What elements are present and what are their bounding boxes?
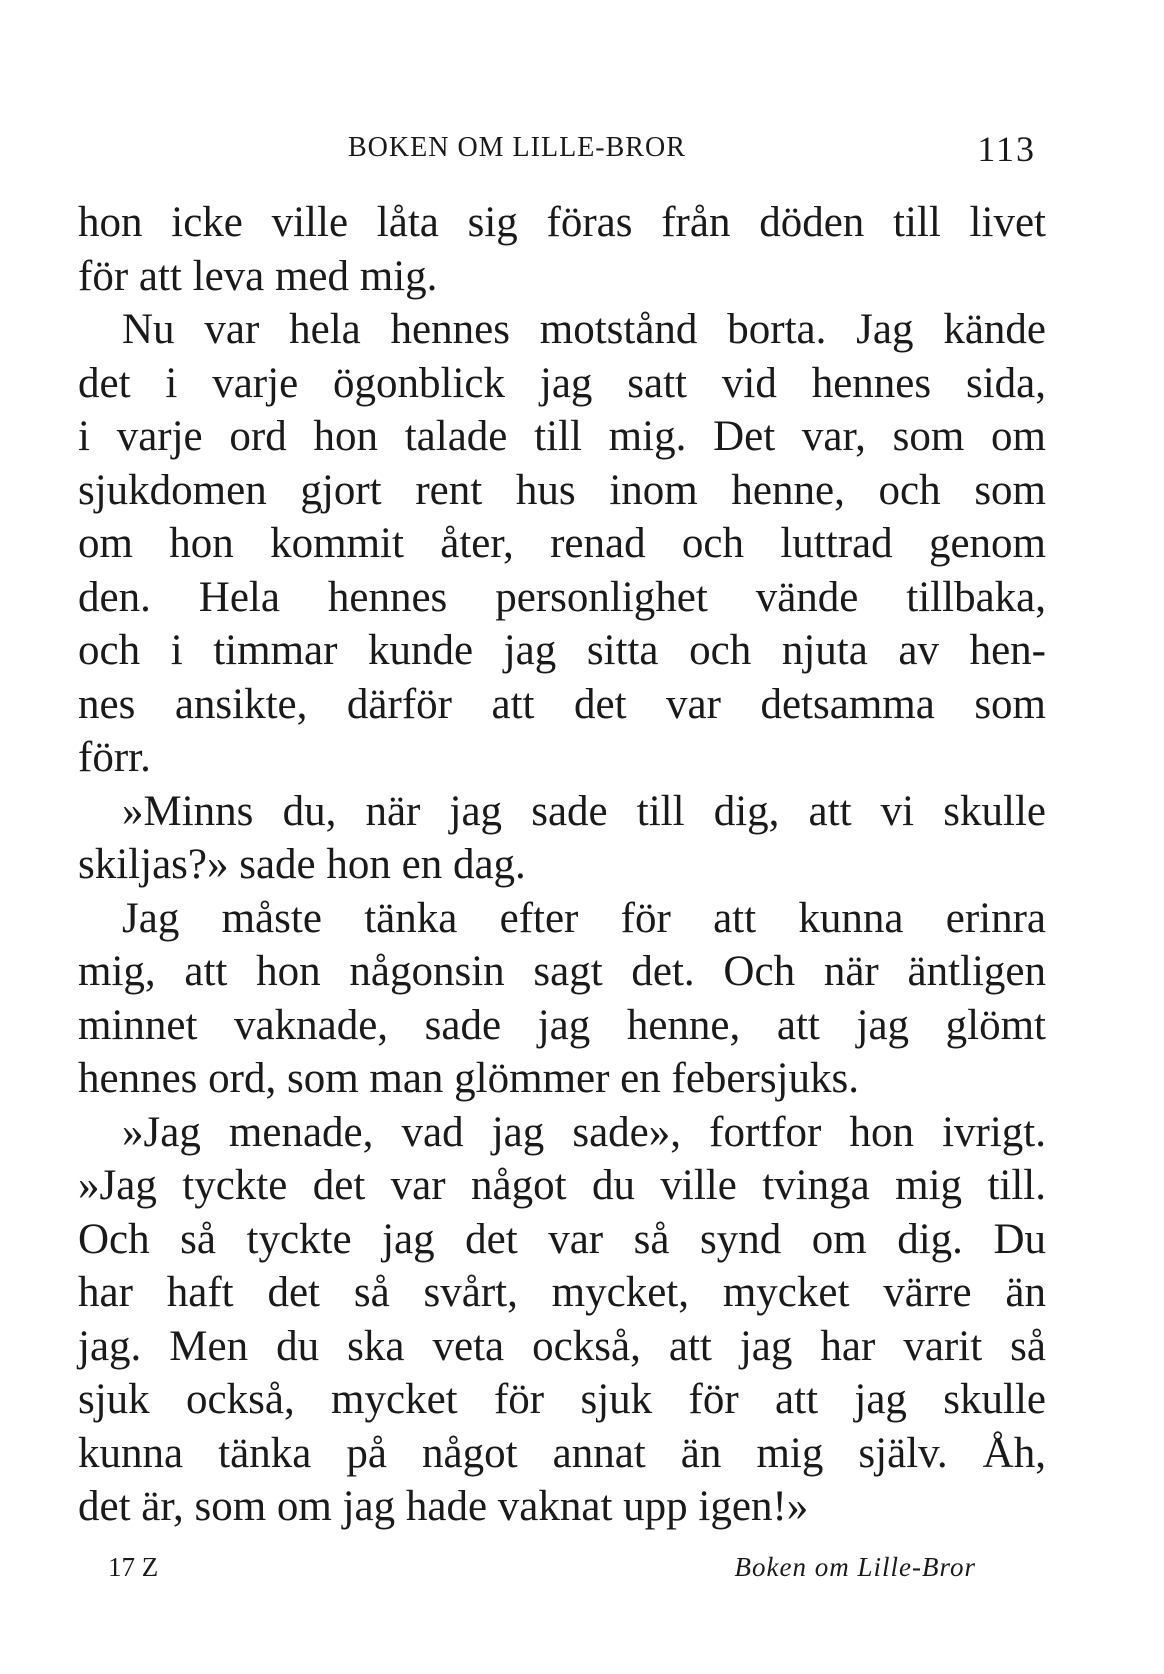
text-line: i varje ord hon talade till mig. Det var, som om <box>78 413 1046 460</box>
text-line: Jag måste tänka efter för att kunna erinra <box>122 894 1046 942</box>
text-line: har haft det så svårt, mycket, mycket värre än <box>78 1269 1046 1316</box>
text-line: nes ansikte, därför att det var detsamma som <box>78 680 1046 728</box>
text-line: det är, som om jag hade vaknat upp igen!» <box>78 1483 809 1530</box>
text-line: kunna tänka på något annat än mig själv. Åh, <box>78 1429 1046 1477</box>
text-line: hennes ord, som man glömmer en febersjuks. <box>78 1055 859 1102</box>
text-line: förr. <box>78 734 151 781</box>
text-line: »Minns du, när jag sade till dig, att vi skulle <box>122 787 1046 835</box>
text-line: sjukdomen gjort rent hus inom henne, och som <box>78 466 1046 514</box>
text-line: minnet vaknade, sade jag henne, att jag glömt <box>78 1001 1046 1049</box>
text-line: och i timmar kunde jag sitta och njuta av hen- <box>78 627 1046 674</box>
text-line: sjuk också, mycket för sjuk för att jag skulle <box>78 1376 1046 1423</box>
text-line: Nu var hela hennes motstånd borta. Jag kände <box>122 306 1046 353</box>
text-line: för att leva med mig. <box>78 252 438 300</box>
book-page <box>78 0 1046 1674</box>
text-line: det i varje ögonblick jag satt vid hennes sida, <box>78 359 1046 407</box>
text-line: jag. Men du ska veta också, att jag har varit så <box>78 1322 1046 1370</box>
text-line: mig, att hon någonsin sagt det. Och när äntligen <box>78 948 1046 995</box>
text-line: om hon kommit åter, renad och luttrad genom <box>78 520 1046 567</box>
body-text <box>78 196 1046 1534</box>
text-line: den. Hela hennes personlighet vände tillbaka, <box>78 573 1046 621</box>
running-head <box>78 129 1046 172</box>
text-line: »Jag menade, vad jag sade», fortfor hon ivrigt. <box>122 1108 1046 1156</box>
page-number: 113 <box>977 129 1036 169</box>
footer-book-title: Boken om Lille-Bror <box>734 1552 976 1582</box>
text-line: hon icke ville låta sig föras från döden till livet <box>78 199 1046 246</box>
printer-signature-mark: 17 Z <box>108 1552 159 1582</box>
page-footer <box>78 1552 1046 1592</box>
running-head-title: BOKEN OM LILLE-BROR <box>348 132 686 163</box>
text-line: skiljas?» sade hon en dag. <box>78 841 526 888</box>
text-line: »Jag tyckte det var något du ville tvinga mig till. <box>78 1162 1046 1209</box>
text-line: Och så tyckte jag det var så synd om dig. Du <box>78 1215 1046 1263</box>
